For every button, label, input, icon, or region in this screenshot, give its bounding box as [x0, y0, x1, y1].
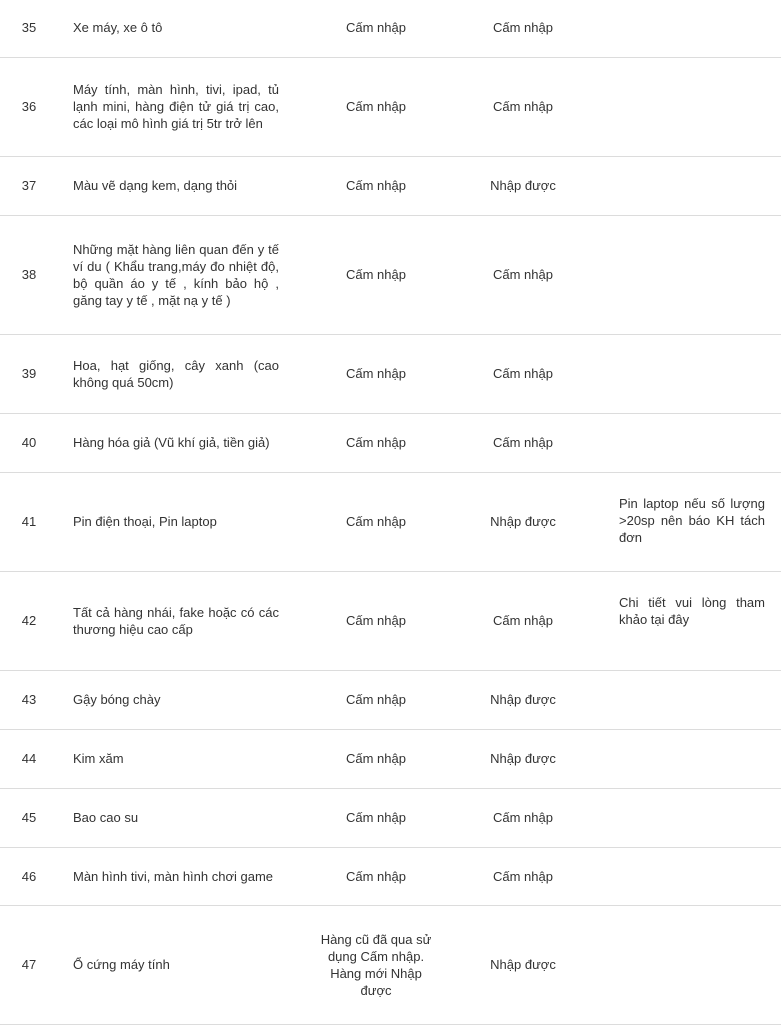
table-row: [0, 788, 781, 847]
status-col-b: Cấm nhập: [457, 215, 589, 334]
status-col-b: Cấm nhập: [457, 571, 589, 670]
row-number: 40: [0, 413, 58, 472]
status-col-a: [295, 905, 457, 1024]
note: [589, 571, 781, 670]
status-col-b: Cấm nhập: [457, 334, 589, 413]
note-text: Chi tiết vui lòng tham khảo tại đây: [619, 594, 765, 627]
item-name-text: Tất cả hàng nhái, fake hoặc có các thương hiệu cao cấp: [73, 604, 279, 637]
item-name-text: Hoa, hạt giống, cây xanh (cao không quá 50cm): [73, 357, 279, 390]
note: [589, 729, 781, 788]
table-row: [0, 729, 781, 788]
row-number: 42: [0, 571, 58, 670]
note: [589, 905, 781, 1024]
table-row: [0, 156, 781, 215]
row-number: 37: [0, 156, 58, 215]
status-col-b: Nhập được: [457, 729, 589, 788]
status-col-b: Nhập được: [457, 156, 589, 215]
status-col-b: Nhập được: [457, 472, 589, 571]
item-name: [58, 847, 295, 905]
status-col-a: Cấm nhập: [295, 847, 457, 905]
item-name-text: Pin điện thoại, Pin laptop: [73, 514, 217, 529]
table-row: [0, 215, 781, 334]
row-number: 45: [0, 788, 58, 847]
item-name-text: Màu vẽ dạng kem, dạng thỏi: [73, 178, 238, 193]
status-col-a: Cấm nhập: [295, 472, 457, 571]
item-name-text: Màn hình tivi, màn hình chơi game: [73, 868, 274, 884]
table-row: [0, 472, 781, 571]
item-name-text: Xe máy, xe ô tô: [73, 20, 163, 36]
item-name: [58, 571, 295, 670]
status-col-a: Cấm nhập: [295, 571, 457, 670]
item-name: [58, 413, 295, 472]
row-number: 47: [0, 905, 58, 1024]
status-col-b: Cấm nhập: [457, 847, 589, 905]
note: [589, 156, 781, 215]
status-col-a: Cấm nhập: [295, 156, 457, 215]
item-name: [58, 334, 295, 413]
table-row: [0, 905, 781, 1024]
row-number: 44: [0, 729, 58, 788]
note: [589, 215, 781, 334]
item-name: [58, 472, 295, 571]
item-name: [58, 156, 295, 215]
table-row: [0, 57, 781, 156]
row-number: 36: [0, 57, 58, 156]
note: [589, 472, 781, 571]
item-name-text: Kim xăm: [73, 751, 124, 766]
row-number: 38: [0, 215, 58, 334]
note: [589, 0, 781, 57]
row-number: 46: [0, 847, 58, 905]
note: [589, 670, 781, 729]
item-name: [58, 215, 295, 334]
note: [589, 847, 781, 905]
row-number: 35: [0, 0, 58, 57]
table-row: [0, 847, 781, 905]
status-col-b: Cấm nhập: [457, 788, 589, 847]
item-name: [58, 729, 295, 788]
status-col-b: Nhập được: [457, 670, 589, 729]
note: [589, 334, 781, 413]
note: [589, 788, 781, 847]
item-name-text: Hàng hóa giả (Vũ khí giả, tiền giả): [73, 435, 270, 450]
table-row: [0, 670, 781, 729]
note: [589, 413, 781, 472]
note-text: Pin laptop nếu số lượng >20sp nên báo KH tách đơn: [619, 495, 765, 545]
status-col-b: Cấm nhập: [457, 0, 589, 57]
status-col-a: Cấm nhập: [295, 413, 457, 472]
table-row: [0, 0, 781, 57]
status-col-b: Nhập được: [457, 905, 589, 1024]
item-name-text: Máy tính, màn hình, tivi, ipad, tủ lạnh mini, hàng điện tử giá trị cao, các loại mô hình giá trị 5tr trở lên: [73, 82, 279, 131]
status-col-a: Cấm nhập: [295, 729, 457, 788]
item-name: [58, 0, 295, 57]
item-name: [58, 788, 295, 847]
status-col-b: Cấm nhập: [457, 413, 589, 472]
table-row: [0, 571, 781, 670]
item-name-text: Gậy bóng chày: [73, 692, 161, 707]
status-col-a: Cấm nhập: [295, 670, 457, 729]
row-number: 39: [0, 334, 58, 413]
row-number: 43: [0, 670, 58, 729]
row-number: 41: [0, 472, 58, 571]
table-row: [0, 334, 781, 413]
note: [589, 57, 781, 156]
item-name: [58, 905, 295, 1024]
item-name-text: Những mặt hàng liên quan đến y tế ví du ( Khẩu trang,máy đo nhiệt độ, bộ quần áo y tế , kính bảo hộ , găng tay y tế , mặt nạ y tế ): [73, 241, 279, 308]
status-col-a: Cấm nhập: [295, 0, 457, 57]
item-name-text: Bao cao su: [73, 810, 139, 825]
status-col-a-text: Hàng cũ đã qua sử dụng Cấm nhập. Hàng mới Nhập được: [320, 931, 432, 998]
item-name: [58, 57, 295, 156]
status-col-a: Cấm nhập: [295, 334, 457, 413]
item-name: [58, 670, 295, 729]
item-name-text: Ổ cứng máy tính: [73, 957, 170, 972]
status-col-a: Cấm nhập: [295, 788, 457, 847]
status-col-b: Cấm nhập: [457, 57, 589, 156]
table-row: [0, 413, 781, 472]
status-col-a: Cấm nhập: [295, 215, 457, 334]
status-col-a: Cấm nhập: [295, 57, 457, 156]
